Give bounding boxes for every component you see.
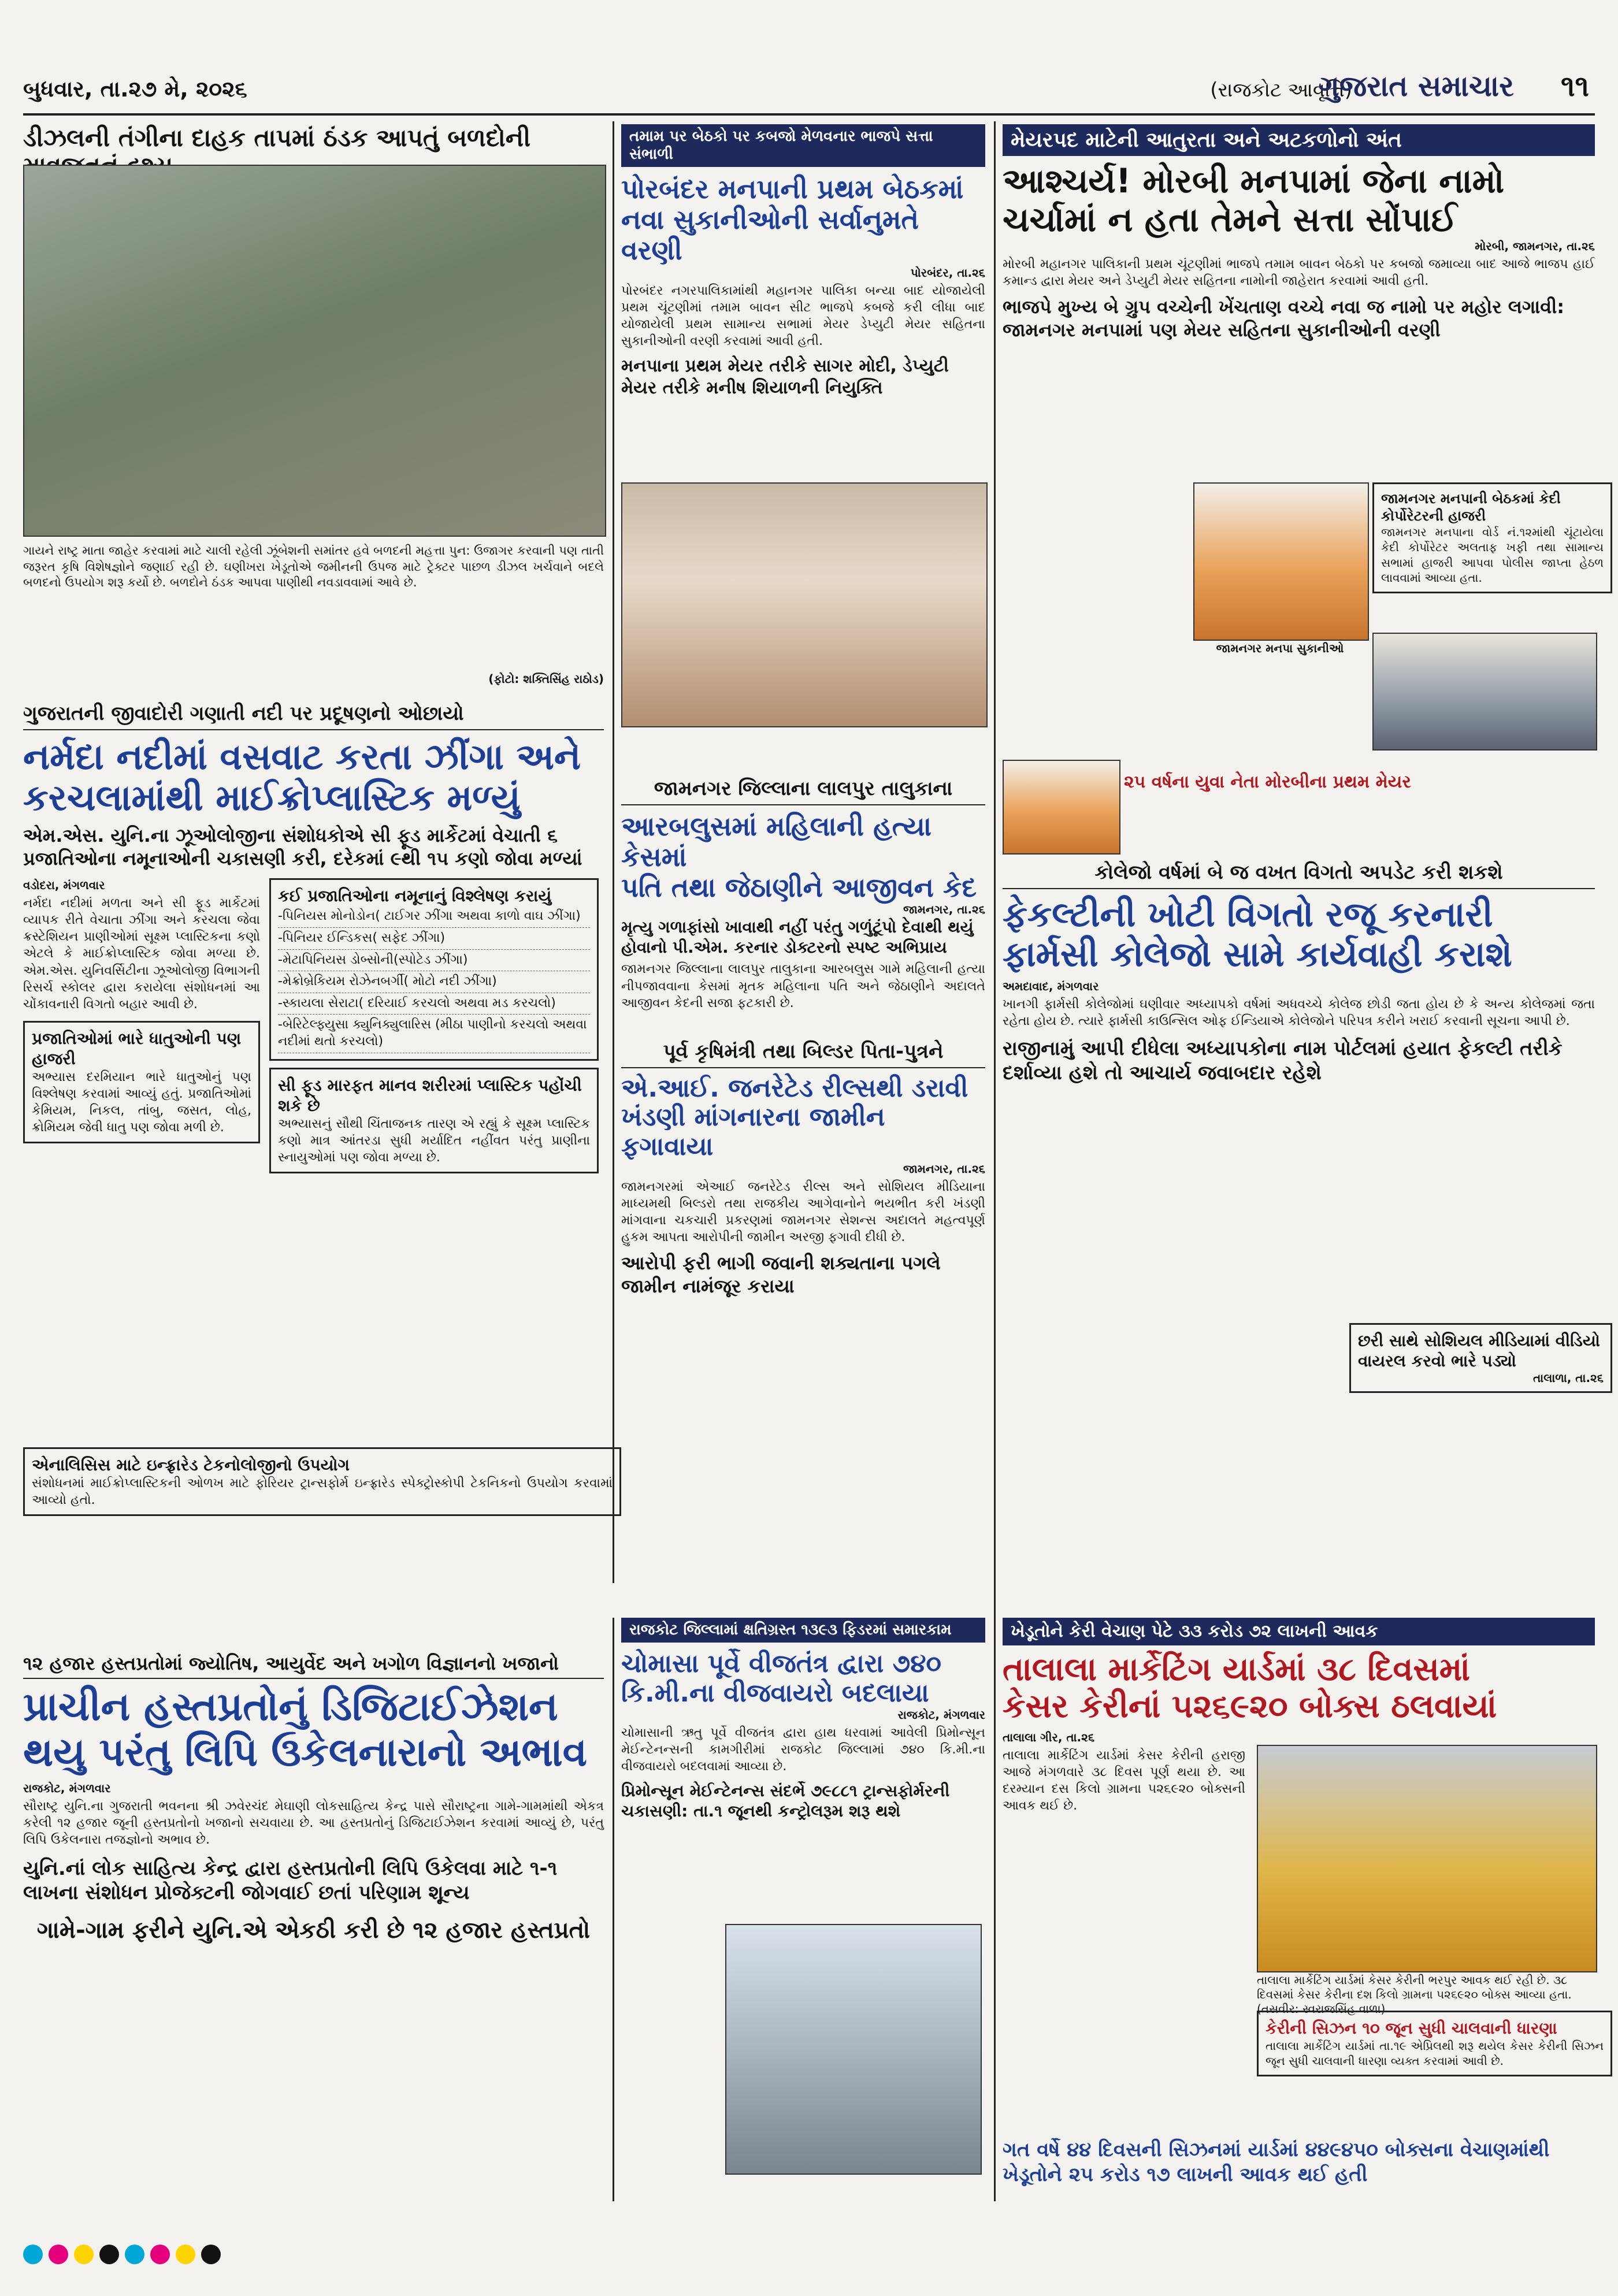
species-item: -બેરિટેલ્ફ્યુસા ક્યુનિક્યુલારિસ (મીઠા પાણીનો કરચલો અથવા નદીમાં થતો કરચલો)	[278, 1015, 590, 1053]
porbandar-body: પોરબંદર નગરપાલિકામાંથી મહાનગર પાલિકા બન્યા બાદ યોજાયેલી પ્રથમ ચૂંટણીમાં તમામ બાવન સીટ ભાજપે કબજે કરી લીધા બાદ યોજાયેલી પ્રથમ સામાન્ય સભામાં મેયર ડેપ્યુટી મેયર સહિતના સુકાનીઓની વરણી કરવામાં આવી હતી.	[621, 284, 985, 349]
porbandar-kicker: તમામ પર બેઠકો પર કબજો મેળવનાર ભાજપે સત્તા સંભાળી	[621, 124, 985, 167]
species-item: -પિનિયર ઈન્ડિકસ( સફેદ ઝીંગા)	[278, 928, 590, 950]
lalpur-headline-1: આરબલુસમાં મહિલાની હત્યા કેસમાં	[621, 810, 932, 872]
porbandar-headline-2: નવા સુકાનીઓની સર્વાનુમતે વરણી	[621, 204, 919, 266]
talala-video-title: છરી સાથે સોશિયલ મીડિયામાં વીડિયો વાયરલ કરવો ભારે પડ્યો	[1358, 1331, 1600, 1370]
species-item: -મેટાપિનિયસ ડોબ્સોની(સ્પોટેડ ઝીંગા)	[278, 950, 590, 972]
pgvcl-body: ચોમાસાની ઋતુ પૂર્વે વીજતંત્ર દ્વારા હાથ ધરવામાં આવેલી પ્રિમોન્સૂન મેઈન્ટેનન્સની કામગીરીમાં રાજકોટ જિલ્લામાં ૭૪૦ કિ.મી.ના વીજવાયરો બદલવામાં આવ્યા છે.	[621, 1726, 985, 1774]
morbi-corporator-title: જામનગર મનપાની બેઠકમાં કેદી કોર્પોરેટરની હાજરી	[1381, 491, 1561, 524]
morbi-body: મોરબી મહાનગર પાલિકાની પ્રથમ ચૂંટણીમાં ભાજપે તમામ બાવન બેઠકો પર કબજો જમાવ્યા બાદ આજે ભાજપ હાઈ કમાન્ડ દ્વારા મેયર અને ડેપ્યુટી મેયર સહિતના નામોની જાહેરાત કરવામાં આવી હતી.	[1003, 257, 1595, 288]
talala-season-title: કેરીની સિઝન ૧૦ જૂન સુધી ચાલવાની ધારણા	[1266, 2019, 1557, 2038]
narmada-analysis-body: સંશોધનમાં માઈક્રોપ્લાસ્ટિકની ઓળખ માટે ફોરિયર ટ્રાન્સફોર્મ ઇન્ફ્રારેડ સ્પેક્ટ્રોસ્કોપી ટેકનિકનો ઉપયોગ કરવામાં આવ્યો હતો.	[32, 1476, 613, 1508]
talala-headline-1: તાલાલા માર્કેટિંગ યાર્ડમાં ૩૮ દિવસમાં	[1003, 1651, 1471, 1688]
bidder-headline-1: એ.આઈ. જનરેટેડ રીલ્સથી ડરાવી	[621, 1073, 968, 1103]
page-number: ૧૧	[1561, 69, 1589, 103]
manuscripts-body: સૌરાષ્ટ્ર યુનિ.ના ગુજરાતી ભવનના શ્રી ઝવેરચંદ મેઘાણી લોકસાહિત્ય કેન્દ્ર પાસે સૌરાષ્ટ્રના ગામે-ગામમાંથી એકત્ર કરેલી ૧૨ હજાર જૂની હસ્તપ્રતોનો ખજાનો સચવાયા છે. આ હસ્તપ્રતોનું ડિજિટાઈઝેશન કરવામાં આવ્યું છે, પરંતુ લિપિ ઉકેલનારા તજજ્ઞોનો અભાવ છે.	[23, 1799, 604, 1847]
registration-dot	[99, 2245, 119, 2264]
lalpur-body: જામનગર જિલ્લાના લાલપુર તાલુકાના આરબલુસ ગામે મહિલાની હત્યા નીપજાવવાના કેસમાં મૃતક મહિલાના પતિ અને જેઠાણીને અદાલતે આજીવન કેદની સજા ફટકારી છે.	[621, 962, 985, 1010]
jamnagar-photo-caption: જામનગર મનપા સુકાનીઓ	[1216, 641, 1344, 655]
manuscripts-subhead: યુનિ.નાં લોક સાહિત્ય કેન્દ્ર દ્વારા હસ્તપ્રતોની લિપિ ઉકેલવા માટે ૧-૧ લાખના સંશોધન પ્રોજેક્ટની જોગવાઈ છતાં પરિણામ શૂન્ય	[23, 1856, 558, 1905]
talala-video-box	[1349, 1323, 1612, 1393]
article-narmada	[23, 702, 613, 1644]
narmada-headline-1: નર્મદા નદીમાં વસવાટ કરતા ઝીંગા અને	[23, 735, 581, 778]
talala-photo-caption: તાલાલા માર્કેટિંગ યાર્ડમાં કેસર કેરીની ભરપુર આવક થઈ રહી છે. ૩૮ દિવસમાં કેસર કેરીના દશ કિલો ગ્રામના ૫૨૬૯૨૦ બોક્સ આવ્યા હતા. (તસવીર: સ્વરાજસિંહ વાળા)	[1257, 1973, 1572, 2016]
college-headline-2: ફાર્મસી કોલેજો સામે કાર્યવાહી કરાશે	[1003, 934, 1512, 975]
talala-headline-2: કેસર કેરીનાં ૫૨૬૯૨૦ બોક્સ ઠલવાયાં	[1003, 1688, 1497, 1726]
article-lalpur	[621, 777, 985, 1031]
manuscripts-dateline: રાજકોટ, મંગળવાર	[23, 1781, 111, 1795]
pgvcl-subhead: પ્રિમોન્સૂન મેઈન્ટેનન્સ સંદર્ભે ૭૯૮૮૧ ટ્રાન્સફોર્મરની ચકાસણી: તા.૧ જૂનથી કન્ટ્રોલરૂમ શરૂ થશે	[621, 1781, 950, 1821]
article-manuscripts	[23, 1652, 604, 2201]
pgvcl-headline-2: કિ.મી.ના વીજવાયરો બદલાયા	[621, 1678, 929, 1708]
narmada-analysis-box	[23, 1447, 621, 1516]
bidder-kicker: પૂર્વ કૃષિમંત્રી તથા બિલ્ડર પિતા-પુત્રને	[621, 1040, 985, 1068]
cattle-headline: ડીઝલની તંગીના દાહક તાપમાં ઠંડક આપતું બળદોની	[23, 124, 531, 152]
paper-logo: ગુજરાત સમાચાર	[1318, 69, 1514, 103]
registration-dot	[74, 2245, 94, 2264]
narmada-seafood-box	[269, 1068, 599, 1173]
manuscripts-headline-1: પ્રાચીન હસ્તપ્રતોનું ડિજિટાઈઝેશન	[23, 1684, 558, 1730]
issue-date: બુધવાર, તા.૨૭ મે, ૨૦૨૬	[23, 76, 247, 102]
morbi-dateline: મોરબી, જામનગર, તા.૨૬	[1475, 239, 1595, 253]
morbi-corporator-box	[1372, 482, 1612, 593]
talala-dateline: તાલાલા ગીર, તા.૨૬	[1003, 1730, 1095, 1744]
morbi-subhead: ભાજપે મુખ્ય બે ગ્રુપ વચ્ચેની ખેંચતાણ વચ્ચે નવા જ નામો પર મહોર લગાવી: જામનગર મનપામાં પણ મેયર સહિતના સુકાનીઓની વરણી	[1003, 295, 1565, 341]
article-morbi	[1003, 124, 1604, 855]
bidder-body: જામનગરમાં એઆઈ જનરેટેડ રીલ્સ અને સોશિયલ મીડિયાના માધ્યમથી બિલ્ડરો તથા રાજકીય આગેવાનોને ભયભીત કરી ખંડણી માંગવાના ચકચારી પ્રકરણમાં જામનગર સેશન્સ અદાલતે મહત્વપૂર્ણ હુકમ આપતા આરોપીની જામીન અરજી ફગાવી દીધી છે.	[621, 1179, 985, 1244]
manuscripts-kicker: ૧૨ હજાર હસ્તપ્રતોમાં જ્યોતિષ, આયુર્વેદ અને ખગોળ વિજ્ઞાનનો ખજાનો	[23, 1652, 604, 1679]
registration-dot	[201, 2245, 221, 2264]
masthead	[23, 64, 1595, 116]
narmada-metals-body: અભ્યાસ દરમિયાન ભારે ધાતુઓનું પણ વિશ્લેષણ કરવામાં આવ્યું હતું. પ્રજાતિઓમાં કેમિયમ, નિકલ, તાંબુ, જસત, લોહ, ક્રોમિયમ જેવી ધાતુ પણ જોવા મળી છે.	[32, 1069, 251, 1135]
species-item: -સ્કાયલા સેરાટા( દરિયાઈ કરચલો અથવા મડ કરચલો)	[278, 993, 590, 1015]
registration-marks	[23, 2245, 1595, 2273]
porbandar-subhead: મનપાના પ્રથમ મેયર તરીકે સાગર મોદી, ડેપ્યુટી મેયર તરીકે મનીષ શિયાળની નિયુક્તિ	[621, 356, 949, 398]
morbi-corporator-body: જામનગર મનપાના વોર્ડ નં.૧૨માંથી ચૂંટાયેલા કેદી કોર્પોરેટર અલતાફ ખફી તથા સામાન્ય સભામાં હાજરી આપવા પોલીસ જાપ્તા હેઠળ લાવવામાં આવ્યા હતા.	[1381, 525, 1604, 585]
registration-dot	[49, 2245, 68, 2264]
talala-season-body: તાલાલા માર્કેટિંગ યાર્ડમાં તા.૧૯ એપ્રિલથી શરૂ થયેલ કેસર કેરીની સિઝન જૂન સુધી ચાલવાની ધારણા વ્યક્ત કરવામાં આવી છે.	[1266, 2039, 1604, 2068]
morbi-headline-2: ચર્ચામાં ન હતા તેમને સત્તા સોંપાઈ	[1003, 199, 1457, 239]
morbi-mayor-photo	[1003, 760, 1120, 855]
lalpur-subhead: મૃત્યુ ગળાફાંસો ખાવાથી નહીં પરંતુ ગળુંટૂંપો દેવાથી થયું હોવાનો પી.એમ. કરનાર ડોક્ટરનો સ્પષ્ટ અભિપ્રાય	[621, 917, 974, 957]
pgvcl-headline-1: ચોમાસા પૂર્વે વીજતંત્ર દ્વારા ૭૪૦	[621, 1649, 941, 1679]
narmada-seafood-body: અભ્યાસનું સૌથી ચિંતાજનક તારણ એ રહ્યું કે સૂક્ષ્મ પ્લાસ્ટિક કણો માત્ર આંતરડા સુધી મર્યાદિત નહીંવત પરંતુ પ્રાણીના સ્નાયુઓમાં પણ જોવા મળ્યા છે.	[278, 1116, 590, 1165]
college-subhead: રાજીનામું આપી દીધેલા અધ્યાપકોના નામ પોર્ટલમાં હયાત ફેકલ્ટી તરીકે દર્શાવ્યા હશે તો આચાર્ય જવાબદાર રહેશે	[1003, 1036, 1563, 1085]
pgvcl-photo	[725, 1924, 982, 2175]
bidder-dateline: જામનગર, તા.૨૬	[903, 1161, 985, 1176]
cattle-photo-credit: (ફોટો: શક્તિસિંહ રાઠોડ)	[488, 672, 604, 686]
article-pgvcl	[621, 1618, 985, 2201]
manuscripts-subhead-2: ગામે-ગામ ફરીને યુનિ.એ એકઠી કરી છે ૧૨ હજાર હસ્તપ્રતો	[36, 1916, 591, 1944]
species-item: -પિનિયસ મોનોડોન( ટાઈગર ઝીંગા અથવા કાળો વાઘ ઝીંગા)	[278, 906, 590, 928]
narmada-seafood-title: સી ફૂડ મારફત માનવ શરીરમાં પ્લાસ્ટિક પહોંચી શકે છે	[278, 1075, 582, 1115]
narmada-kicker: ગુજરાતની જીવાદોરી ગણાતી નદી પર પ્રદૂષણનો ઓછાયો	[23, 702, 604, 730]
talala-footer-headline: ગત વર્ષે ૪૪ દિવસની સિઝનમાં યાર્ડમાં ૪૪૯૪૫૦ બોક્સના વેચાણમાંથી ખેડૂતોને ૨૫ કરોડ ૧૭ લાખની આવક થઈ હતી	[1003, 2138, 1550, 2186]
narmada-headline-2: કરચલામાંથી માઈક્રોપ્લાસ્ટિક મળ્યું	[23, 777, 521, 819]
registration-dot	[23, 2245, 43, 2264]
article-cattle	[23, 124, 604, 696]
talala-season-box	[1257, 2011, 1612, 2076]
corporator-photo	[1372, 633, 1597, 751]
talala-market-photo	[1257, 1745, 1597, 1972]
morbi-headline-1: આશ્ચર્ય! મોરબી મનપામાં જેના નામો	[1003, 161, 1505, 201]
college-headline-1: ફેકલ્ટીની ખોટી વિગતો રજૂ કરનારી	[1003, 894, 1493, 935]
porbandar-photo	[621, 482, 988, 727]
lalpur-dateline: જામનગર, તા.૨૬	[903, 902, 985, 917]
cattle-photo	[23, 165, 606, 537]
college-dateline: અમદાવાદ, મંગળવાર	[1003, 979, 1099, 993]
narmada-body: નર્મદા નદીમાં મળતા અને સી ફૂડ માર્કેટમાં વ્યાપક રીતે વેચાતા ઝીંગા અને કરચલા જેવા ક્રસ્ટેશિયન પ્રાણીઓમાં સૂક્ષ્મ પ્લાસ્ટિકના કણો એટલે કે માઈક્રોપ્લાસ્ટિક જોવા મળ્યા છે. એમ.એસ. યુનિવર્સિટીના ઝૂઓલોજી વિભાગની રિસર્ચ સ્કોલર દ્વારા કરાયેલા સંશોધનમાં આ ચોંકાવનારી વિગતો બહાર આવી છે.	[23, 896, 260, 1012]
talala-kicker: ખેડૂતોને કેરી વેચાણ પેટે ૩૩ કરોડ ૭૨ લાખની આવક	[1003, 1618, 1595, 1645]
narmada-subhead: એમ.એસ. યુનિ.ના ઝૂઓલોજીના સંશોધકોએ સી ફૂડ માર્કેટમાં વેચાતી ૬ પ્રજાતિઓના નમૂનાઓની ચકાસણી કરી, દરેકમાં ૯થી ૧૫ કણો જોવા મળ્યાં	[23, 824, 582, 870]
cattle-body: ગાયને રાષ્ટ્ર માતા જાહેર કરવામાં માટે ચાલી રહેલી ઝૂંબેશની સમાંતર હવે બળદની મહત્તા પુન: ઉજાગર કરવાની પણ તાતી જરૂરત કૃષિ વિશેષજ્ઞોને જણાઈ રહી છે. ઘણીખરા ખેડૂતોએ જમીનની ઉપજ માટે ટ્રેક્ટર પાછળ ડીઝલ ખર્ચવાને બદલે બળદનો ઉપયોગ શરૂ કર્યો છે. બળદોને ઠંડક આપવા પાણીથી નવડાવવામાં આવે છે.	[23, 544, 604, 590]
talala-body: તાલાલા માર્કેટિંગ યાર્ડમાં કેસર કેરીની હરાજી આજે મંગળવારે ૩૮ દિવસ પૂર્ણ થયા છે. આ દરમ્યાન દસ કિલો ગ્રામના ૫૨૬૯૨૦ બોક્સની આવક થઈ છે.	[1003, 1748, 1245, 1813]
bidder-headline-2: ખંડણી માંગનારના જામીન ફગાવાયા	[621, 1102, 885, 1161]
pgvcl-kicker: રાજકોટ જિલ્લામાં ક્ષતિગ્રસ્ત ૧૩૯૩ ફિડરમાં સમારકામ	[621, 1618, 985, 1643]
registration-dot	[125, 2245, 144, 2264]
narmada-dateline: વડોદરા, મંગળવાર	[23, 878, 105, 893]
jamnagar-officials-photo	[1193, 482, 1369, 641]
narmada-analysis-title: એનાલિસિસ માટે ઇન્ફ્રારેડ ટેકનોલોજીનો ઉપયોગ	[32, 1455, 350, 1474]
narmada-metals-box	[23, 1021, 260, 1143]
morbi-kicker: મેયરપદ માટેની આતુરતા અને અટકળોનો અંત	[1003, 124, 1595, 156]
lalpur-kicker: જામનગર જિલ્લાના લાલપુર તાલુકાના	[621, 777, 985, 805]
registration-dot	[150, 2245, 170, 2264]
article-porbandar	[621, 124, 985, 771]
pgvcl-dateline: રાજકોટ, મંગળવાર	[897, 1708, 985, 1722]
college-body: ખાનગી ફાર્મસી કોલેજોમાં ઘણીવાર અધ્યાપકો વર્ષમાં અધવચ્ચે કોલેજ છોડી જતા હોય છે કે અન્ય કોલેજમાં જતા રહેતા હોય છે. ત્યારે ફાર્મસી કાઉન્સિલ ઓફ ઈન્ડિયાએ કોલેજોને પરિપત્ર કરીને ખરાઈ કરવાની સૂચના આપી છે.	[1003, 997, 1595, 1028]
article-bidder	[621, 1040, 985, 1606]
lalpur-headline-2: પતિ તથા જેઠાણીને આજીવન કેદ	[621, 871, 977, 903]
registration-dot	[176, 2245, 195, 2264]
talala-video-dateline: તાલાળા, તા.૨૬	[1533, 1371, 1604, 1385]
porbandar-dateline: પોરબંદર, તા.૨૬	[910, 266, 985, 280]
narmada-species-title: કઈ પ્રજાતિઓના નમૂનાનું વિશ્લેષણ કરાયું	[278, 886, 552, 906]
narmada-metals-title: પ્રજાતિઓમાં ભારે ધાતુઓની પણ હાજરી	[32, 1028, 242, 1068]
morbi-mayor-subhead: ૨૫ વર્ષના યુવા નેતા મોરબીના પ્રથમ મેયર	[1124, 772, 1411, 792]
college-kicker: કોલેજો વર્ષમાં બે જ વખત વિગતો અપડેટ કરી શકશે	[1003, 861, 1595, 889]
article-college	[1003, 861, 1604, 1612]
bidder-subhead: આરોપી ફરી ભાગી જવાની શક્યતાના પગલે જામીન નામંજૂર કરાયા	[621, 1251, 941, 1297]
edition-label: (રાજકોટ આવૃત્તિ)	[1210, 79, 1352, 102]
narmada-species-box	[269, 878, 599, 1060]
article-talala	[1003, 1618, 1604, 2201]
manuscripts-headline-2: થયુ પરંતુ લિપિ ઉકેલનારાનો અભાવ	[23, 1729, 587, 1775]
species-item: -મેક્રોબ્રેકિયમ રોઝેનબર્ગી( મોટો નદી ઝીંગા)	[278, 971, 590, 993]
porbandar-headline-1: પોરબંદર મનપાની પ્રથમ બેઠકમાં	[621, 173, 964, 205]
